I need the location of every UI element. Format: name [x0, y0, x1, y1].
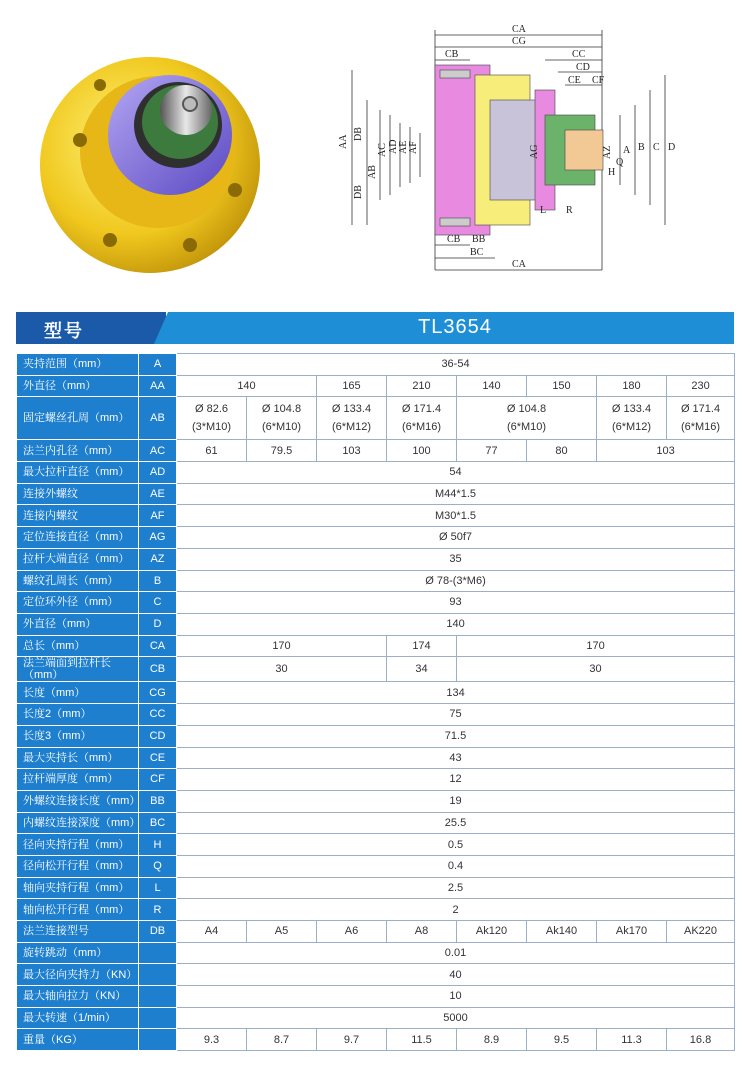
svg-text:CE: CE — [568, 75, 581, 86]
spec-code: AF — [139, 505, 177, 527]
spec-code: CB — [139, 657, 177, 682]
spec-value: M44*1.5 — [177, 483, 735, 505]
spec-value: A6 — [317, 921, 387, 943]
svg-text:CG: CG — [512, 36, 526, 47]
spec-label: 固定螺丝孔周（mm） — [17, 397, 139, 440]
spec-value-sub: (6*M12) — [611, 421, 652, 434]
spec-code: AB — [139, 397, 177, 440]
spec-label: 法兰端面到拉杆长（mm） — [17, 657, 139, 682]
spec-code — [139, 942, 177, 964]
spec-value: 8.9 — [457, 1029, 527, 1051]
spec-value: 30 — [177, 657, 387, 682]
spec-code: CE — [139, 747, 177, 769]
spec-value — [247, 397, 317, 440]
svg-text:AF: AF — [408, 141, 419, 154]
spec-code: B — [139, 570, 177, 592]
spec-value-sub: (6*M10) — [506, 421, 547, 434]
spec-label: 定位连接直径（mm） — [17, 527, 139, 549]
spec-label: 旋转跳动（mm） — [17, 942, 139, 964]
spec-value: 150 — [527, 375, 597, 397]
spec-value: 103 — [597, 440, 735, 462]
spec-code: H — [139, 834, 177, 856]
spec-label: 最大转速（1/min） — [17, 1007, 139, 1029]
spec-label: 连接内螺纹 — [17, 505, 139, 527]
spec-code: DB — [139, 921, 177, 943]
spec-value: 10 — [177, 986, 735, 1008]
spec-value — [457, 397, 597, 440]
spec-row — [17, 986, 735, 1008]
spec-label: 最大拉杆直径（mm） — [17, 462, 139, 484]
product-render-image — [40, 40, 300, 300]
svg-text:D: D — [668, 142, 676, 153]
spec-label: 径向夹持行程（mm） — [17, 834, 139, 856]
svg-text:CB: CB — [447, 234, 461, 245]
svg-text:CD: CD — [576, 62, 590, 73]
spec-value: 93 — [177, 592, 735, 614]
spec-label: 法兰连接型号 — [17, 921, 139, 943]
spec-value: 140 — [177, 375, 317, 397]
spec-value: 11.5 — [387, 1029, 457, 1051]
spec-value — [317, 397, 387, 440]
spec-row — [17, 964, 735, 986]
spec-code: A — [139, 354, 177, 376]
spec-code: R — [139, 899, 177, 921]
spec-label: 外螺纹连接长度（mm） — [17, 790, 139, 812]
spec-code — [139, 964, 177, 986]
svg-text:AE: AE — [398, 140, 409, 154]
spec-row — [17, 613, 735, 635]
spec-value: Ak140 — [527, 921, 597, 943]
svg-text:BC: BC — [470, 247, 484, 258]
spec-row — [17, 570, 735, 592]
spec-code: CF — [139, 769, 177, 791]
svg-text:CA: CA — [512, 24, 526, 35]
spec-label: 定位环外径（mm） — [17, 592, 139, 614]
spec-value: 75 — [177, 704, 735, 726]
spec-value: 100 — [387, 440, 457, 462]
spec-label: 内螺纹连接深度（mm） — [17, 812, 139, 834]
spec-row — [17, 462, 735, 484]
spec-table — [16, 353, 735, 1051]
spec-value: 0.01 — [177, 942, 735, 964]
spec-code — [139, 1007, 177, 1029]
spec-value: 103 — [317, 440, 387, 462]
spec-value: 210 — [387, 375, 457, 397]
spec-value: 25.5 — [177, 812, 735, 834]
model-name: TL3654 — [418, 316, 492, 338]
spec-value: A4 — [177, 921, 247, 943]
spec-row — [17, 899, 735, 921]
spec-value-main: Ø 133.4 — [611, 403, 652, 416]
spec-code: AZ — [139, 548, 177, 570]
spec-row — [17, 527, 735, 549]
spec-label: 轴向夹持行程（mm） — [17, 877, 139, 899]
svg-text:B: B — [638, 142, 645, 153]
spec-value-main: Ø 104.8 — [261, 403, 302, 416]
spec-label: 外直径（mm） — [17, 375, 139, 397]
svg-text:A: A — [623, 145, 631, 156]
svg-text:AG: AG — [529, 144, 540, 159]
spec-value — [667, 397, 735, 440]
spec-code: D — [139, 613, 177, 635]
spec-value: 134 — [177, 682, 735, 704]
spec-code: BC — [139, 812, 177, 834]
spec-label: 法兰内孔径（mm） — [17, 440, 139, 462]
spec-row — [17, 548, 735, 570]
spec-label: 最大轴向拉力（KN） — [17, 986, 139, 1008]
svg-text:Q: Q — [616, 157, 624, 168]
spec-code — [139, 986, 177, 1008]
svg-text:AB: AB — [367, 165, 378, 179]
spec-row — [17, 812, 735, 834]
spec-value-main: Ø 133.4 — [331, 403, 372, 416]
spec-code: AA — [139, 375, 177, 397]
svg-text:DB: DB — [353, 127, 364, 141]
svg-text:H: H — [608, 167, 616, 178]
spec-value — [597, 397, 667, 440]
spec-value: 36-54 — [177, 354, 735, 376]
spec-value: 71.5 — [177, 725, 735, 747]
spec-value: 0.4 — [177, 855, 735, 877]
spec-row — [17, 1029, 735, 1051]
svg-text:CF: CF — [592, 75, 605, 86]
svg-text:BB: BB — [472, 234, 486, 245]
spec-label: 螺纹孔周长（mm） — [17, 570, 139, 592]
spec-value: 9.7 — [317, 1029, 387, 1051]
spec-row — [17, 877, 735, 899]
spec-label: 拉杆大端直径（mm） — [17, 548, 139, 570]
spec-value — [387, 397, 457, 440]
spec-row — [17, 942, 735, 964]
spec-value-sub: (6*M16) — [401, 421, 442, 434]
spec-value: 165 — [317, 375, 387, 397]
spec-label: 连接外螺纹 — [17, 483, 139, 505]
spec-row — [17, 747, 735, 769]
spec-value: AK220 — [667, 921, 735, 943]
spec-code: AG — [139, 527, 177, 549]
spec-row — [17, 657, 735, 682]
spec-code: CD — [139, 725, 177, 747]
svg-text:AA: AA — [338, 134, 349, 149]
svg-text:AC: AC — [377, 143, 388, 157]
spec-code — [139, 1029, 177, 1051]
spec-value: 9.5 — [527, 1029, 597, 1051]
spec-label: 外直径（mm） — [17, 613, 139, 635]
spec-code: AE — [139, 483, 177, 505]
spec-label: 长度3（mm） — [17, 725, 139, 747]
spec-value: A8 — [387, 921, 457, 943]
spec-row — [17, 855, 735, 877]
spec-value: 2 — [177, 899, 735, 921]
spec-value: 40 — [177, 964, 735, 986]
model-name-box — [176, 312, 734, 344]
spec-row — [17, 505, 735, 527]
spec-code: AC — [139, 440, 177, 462]
spec-label: 重量（KG） — [17, 1029, 139, 1051]
spec-code: BB — [139, 790, 177, 812]
technical-drawing — [340, 15, 700, 285]
spec-label: 最大夹持长（mm） — [17, 747, 139, 769]
svg-text:R: R — [566, 205, 573, 216]
spec-value: 2.5 — [177, 877, 735, 899]
spec-value: 8.7 — [247, 1029, 317, 1051]
svg-text:AD: AD — [388, 139, 399, 154]
spec-value: 140 — [457, 375, 527, 397]
spec-value-sub: (6*M10) — [261, 421, 302, 434]
spec-code: AD — [139, 462, 177, 484]
spec-code: CC — [139, 704, 177, 726]
spec-row — [17, 592, 735, 614]
spec-value: 140 — [177, 613, 735, 635]
spec-label: 总长（mm） — [17, 635, 139, 657]
spec-value — [177, 397, 247, 440]
spec-value: 19 — [177, 790, 735, 812]
spec-value-sub: (3*M10) — [191, 421, 232, 434]
spec-row — [17, 375, 735, 397]
spec-code: L — [139, 877, 177, 899]
spec-code: CG — [139, 682, 177, 704]
spec-value-sub: (6*M16) — [680, 421, 721, 434]
svg-text:CA: CA — [512, 259, 526, 270]
spec-value: 61 — [177, 440, 247, 462]
spec-value: 34 — [387, 657, 457, 682]
spec-row — [17, 769, 735, 791]
spec-row — [17, 1007, 735, 1029]
spec-value: 9.3 — [177, 1029, 247, 1051]
svg-text:CC: CC — [572, 49, 586, 60]
spec-value-main: Ø 171.4 — [680, 403, 721, 416]
spec-value: 30 — [457, 657, 735, 682]
spec-value: M30*1.5 — [177, 505, 735, 527]
model-header — [16, 312, 734, 344]
spec-value: 12 — [177, 769, 735, 791]
svg-text:L: L — [540, 205, 547, 216]
spec-row — [17, 354, 735, 376]
spec-value: 35 — [177, 548, 735, 570]
spec-value: 5000 — [177, 1007, 735, 1029]
spec-code: C — [139, 592, 177, 614]
spec-value-sub: (6*M12) — [331, 421, 372, 434]
spec-value: 80 — [527, 440, 597, 462]
spec-row — [17, 635, 735, 657]
svg-text:AZ: AZ — [602, 145, 613, 159]
spec-value: 230 — [667, 375, 735, 397]
spec-code: Q — [139, 855, 177, 877]
spec-row — [17, 725, 735, 747]
spec-value: 170 — [177, 635, 387, 657]
spec-value-main: Ø 104.8 — [506, 403, 547, 416]
spec-row — [17, 483, 735, 505]
spec-value-main: Ø 171.4 — [401, 403, 442, 416]
spec-label: 轴向松开行程（mm） — [17, 899, 139, 921]
svg-text:C: C — [653, 142, 660, 153]
product-illustration-area — [0, 0, 750, 300]
spec-value: Ø 50f7 — [177, 527, 735, 549]
spec-value: 16.8 — [667, 1029, 735, 1051]
spec-label: 径向松开行程（mm） — [17, 855, 139, 877]
svg-text:DB: DB — [353, 185, 364, 199]
spec-label: 最大径向夹持力（KN） — [17, 964, 139, 986]
spec-label: 长度（mm） — [17, 682, 139, 704]
spec-value: 11.3 — [597, 1029, 667, 1051]
spec-row — [17, 921, 735, 943]
spec-value-main: Ø 82.6 — [194, 403, 229, 416]
spec-value: 0.5 — [177, 834, 735, 856]
spec-row — [17, 397, 735, 440]
spec-value: A5 — [247, 921, 317, 943]
spec-row — [17, 440, 735, 462]
spec-value: 77 — [457, 440, 527, 462]
spec-value: 170 — [457, 635, 735, 657]
spec-value: Ak170 — [597, 921, 667, 943]
spec-row — [17, 682, 735, 704]
svg-text:CB: CB — [445, 49, 459, 60]
type-label: 型号 — [44, 321, 84, 341]
spec-row — [17, 704, 735, 726]
spec-value: Ø 78-(3*M6) — [177, 570, 735, 592]
spec-row — [17, 790, 735, 812]
spec-label: 拉杆端厚度（mm） — [17, 769, 139, 791]
spec-value: 79.5 — [247, 440, 317, 462]
spec-value: 43 — [177, 747, 735, 769]
spec-code: CA — [139, 635, 177, 657]
spec-value: Ak120 — [457, 921, 527, 943]
spec-value: 180 — [597, 375, 667, 397]
spec-row — [17, 834, 735, 856]
spec-label: 长度2（mm） — [17, 704, 139, 726]
spec-value: 54 — [177, 462, 735, 484]
spec-value: 174 — [387, 635, 457, 657]
spec-label: 夹持范围（mm） — [17, 354, 139, 376]
